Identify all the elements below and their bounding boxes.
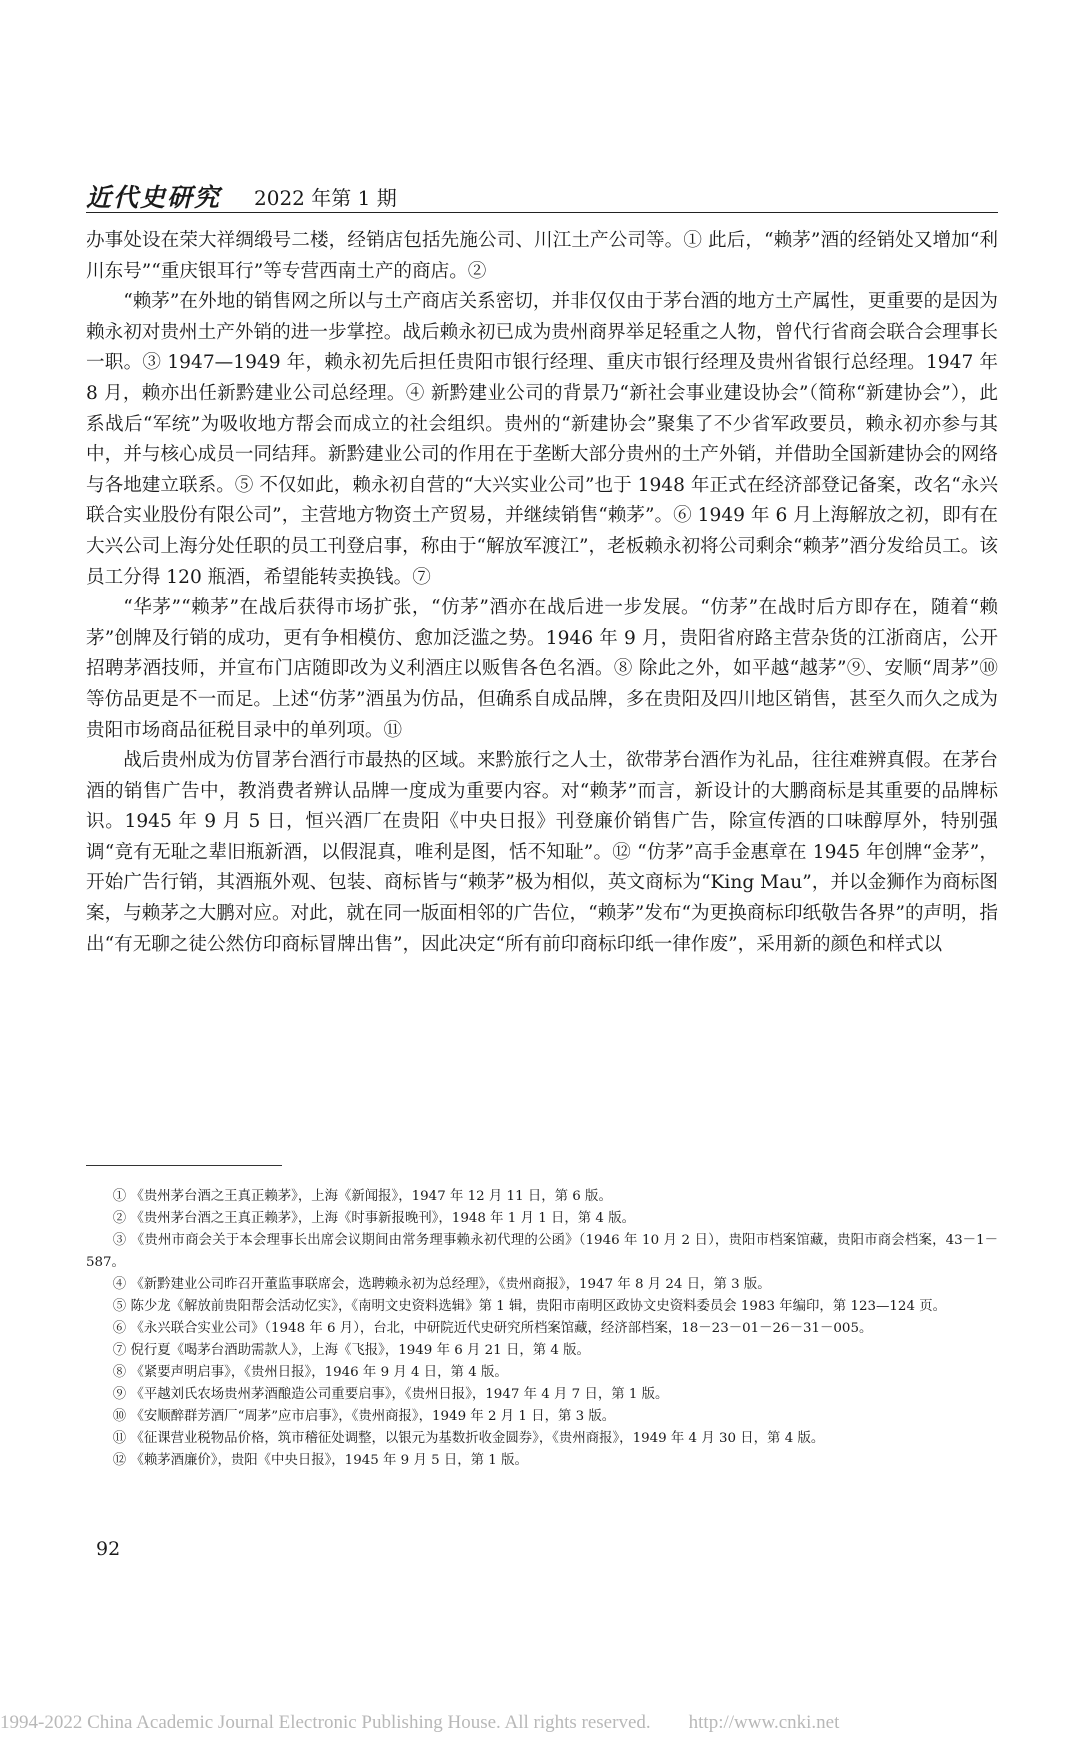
footnote-3: ③ 《贵州市商会关于本会理事长出席会议期间由常务理事赖永初代理的公函》（1946 年 10 月 2 日），贵阳市档案馆藏，贵阳市商会档案，43－1－587。 [86,1233,998,1270]
running-header [86,182,998,213]
paragraph-4: 战后贵州成为仿冒茅台酒行市最热的区域。来黔旅行之人士，欲带茅台酒作为礼品，往往难辨真假。在茅台酒的销售广告中，教消费者辨认品牌一度成为重要内容。对“赖茅”而言，新设计的大鹏商标是其重要的品牌标识。1945 年 9 月 5 日，恒兴酒厂在贵阳《中央日报》刊登廉价销售广告，除宣传酒的口味醇厚外，特别强调“竟有无耻之辈旧瓶新酒，以假混真，唯利是图，恬不知耻”。⑫ “仿茅”高手金惠章在 1945 年创牌“金茅”，开始广告行销，其酒瓶外观、包装、商标皆与“赖茅”极为相似，英文商标为“King Mau”，并以金狮作为商标图案，与赖茅之大鹏对应。对此，就在同一版面相邻的广告位，“赖茅”发布“为更换商标印纸敬告各界”的声明，指出“有无聊之徒公然仿印商标冒牌出售”，因此决定“所有前印商标印纸一律作废”，采用新的颜色和样式以 [86,750,998,955]
cnki-watermark [0,1712,1080,1734]
journal-name: 近代史研究 [86,183,222,212]
footnote-divider [86,1165,282,1166]
paragraph-2: “赖茅”在外地的销售网之所以与土产商店关系密切，并非仅仅由于茅台酒的地方土产属性，更重要的是因为赖永初对贵州土产外销的进一步掌控。战后赖永初已成为贵州商界举足轻重之人物，曾代行省商会联合会理事长一职。③ 1947—1949 年，赖永初先后担任贵阳市银行经理、重庆市银行经理及贵州省银行总经理。1947 年 8 月，赖亦出任新黔建业公司总经理。④ 新黔建业公司的背景乃“新社会事业建设协会”（简称“新建协会”），此系战后“军统”为吸收地方帮会而成立的社会组织。贵州的“新建协会”聚集了不少省军政要员，赖永初亦参与其中，并与核心成员一同结拜。新黔建业公司的作用在于垄断大部分贵州的土产外销，并借助全国新建协会的网络与各地建立联系。⑤ 不仅如此，赖永初自营的“大兴实业公司”也于 1948 年正式在经济部登记备案，改名“永兴联合实业股份有限公司”，主营地方物资土产贸易，并继续销售“赖茅”。⑥ 1949 年 6 月上海解放之初，即有在大兴公司上海分处任职的员工刊登启事，称由于“解放军渡江”，老板赖永初将公司剩余“赖茅”酒分发给员工。该员工分得 120 瓶酒，希望能转卖换钱。⑦ [86,291,998,588]
footnote-2: ② 《贵州茅台酒之王真正赖茅》，上海《时事新报晚刊》，1948 年 1 月 1 日，第 4 版。 [112,1211,635,1226]
footnote-1: ① 《贵州茅台酒之王真正赖茅》，上海《新闻报》，1947 年 12 月 11 日，第 6 版。 [112,1189,612,1204]
footnote-7: ⑦ 倪行夏《喝茅台酒助需款人》，上海《飞报》，1949 年 6 月 21 日，第 4 版。 [112,1343,590,1358]
issue-label: 2022 年第 1 期 [254,186,397,210]
copyright-notice: 1994-2022 China Academic Journal Electronic Publishing House. All rights reserved. [0,1712,651,1733]
footnotes [86,1186,998,1472]
page-number: 92 [96,1538,121,1560]
footnote-9: ⑨ 《平越刘氏农场贵州茅酒酿造公司重要启事》，《贵州日报》，1947 年 4 月 7 日，第 1 版。 [112,1387,669,1402]
footnote-8: ⑧ 《紧要声明启事》，《贵州日报》，1946 年 9 月 4 日，第 4 版。 [112,1365,508,1380]
paragraph-3: “华茅”“赖茅”在战后获得市场扩张，“仿茅”酒亦在战后进一步发展。“仿茅”在战时后方即存在，随着“赖茅”创牌及行销的成功，更有争相模仿、愈加泛滥之势。1946 年 9 月，贵阳省府路主营杂货的江浙商店，公开招聘茅酒技师，并宣布门店随即改为义利酒庄以贩售各色名酒。⑧ 除此之外，如平越“越茅”⑨、安顺“周茅”⑩等仿品更是不一而足。上述“仿茅”酒虽为仿品，但确系自成品牌，多在贵阳及四川地区销售，甚至久而久之成为贵阳市场商品征税目录中的单列项。⑪ [86,597,998,741]
footnote-12: ⑫ 《赖茅酒廉价》，贵阳《中央日报》，1945 年 9 月 5 日，第 1 版。 [112,1453,528,1468]
footnote-6: ⑥ 《永兴联合实业公司》（1948 年 6 月），台北，中研院近代史研究所档案馆藏，经济部档案，18－23－01－26－31－005。 [112,1321,873,1336]
cnki-url: http://www.cnki.net [688,1712,840,1733]
footnote-10: ⑩ 《安顺醉群芳酒厂“周茅”应市启事》，《贵州商报》，1949 年 2 月 1 日，第 3 版。 [112,1409,616,1424]
footnote-4: ④ 《新黔建业公司昨召开董监事联席会，选聘赖永初为总经理》，《贵州商报》，1947 年 8 月 24 日，第 3 版。 [112,1277,771,1292]
article-body [86,226,998,960]
paragraph-1: 办事处设在荣大祥绸缎号二楼，经销店包括先施公司、川江土产公司等。① 此后，“赖茅”酒的经销处又增加“利川东号”“重庆银耳行”等专营西南土产的商店。② [86,230,998,282]
footnote-11: ⑪ 《征课营业税物品价格，筑市稽征处调整，以银元为基数折收金圆券》，《贵州商报》，1949 年 4 月 30 日，第 4 版。 [112,1431,825,1446]
footnote-5: ⑤ 陈少龙《解放前贵阳帮会活动忆实》，《南明文史资料选辑》第 1 辑，贵阳市南明区政协文史资料委员会 1983 年编印，第 123—124 页。 [112,1299,946,1314]
